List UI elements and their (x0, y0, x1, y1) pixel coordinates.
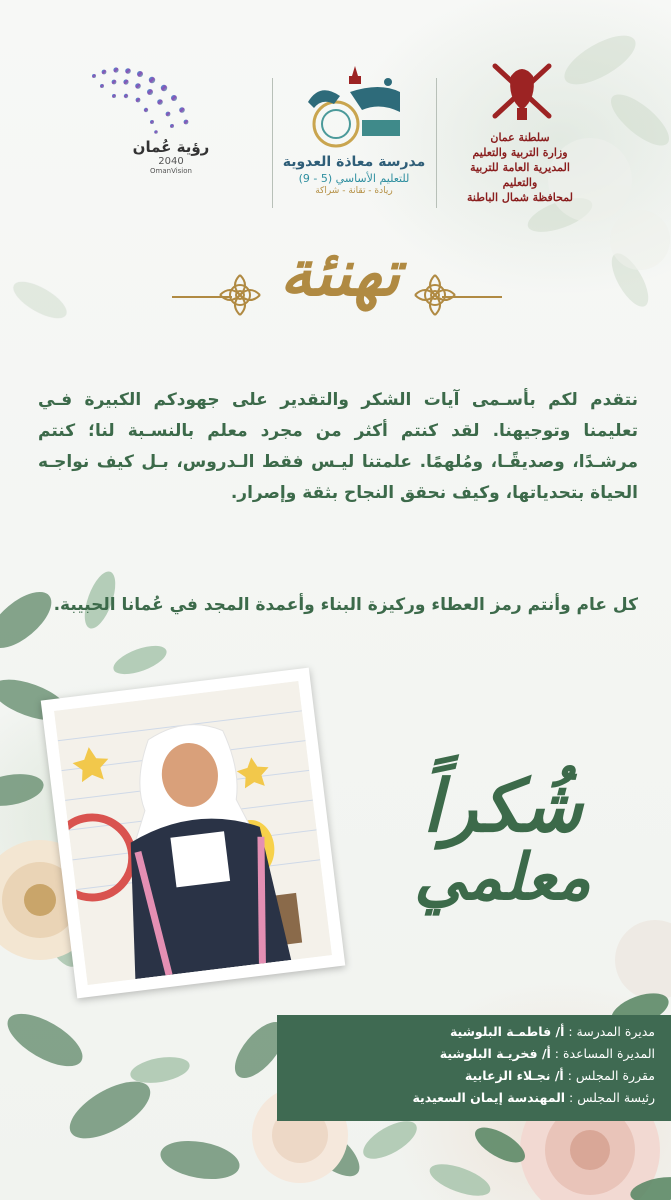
school-logo-icon (300, 62, 410, 154)
oman-vision-logo-icon (74, 56, 224, 146)
vision-title: رؤية عُمان (132, 138, 210, 156)
student-illustration (54, 681, 332, 985)
credit-role: المديرة المساعدة : (554, 1046, 655, 1061)
oman-emblem-icon (487, 58, 557, 124)
wishes-paragraph: كل عام وأنتم رمز العطاء وركيزة البناء وأعمدة المجد في عُمانا الحبيبة. (53, 595, 638, 615)
thanks-paragraph: نتقدم لكم بأسـمى آيات الشكر والتقدير على جهودكم الكبيرة فـي تعليمنا وتوجيهنا. لقد كنتم أكثر من مجرد معلم بالنسـبة لنا؛ كنتم مرشـدًا، وصديقًـا، ومُلهمًا. علمتنا ليـس فقط الـدروس، بـل كيف نواجـه الحياة بتحدياتها، وكيف نحقق النجاح بثقة وإصرار. (38, 390, 638, 503)
credit-row (277, 1065, 671, 1087)
thanks-line-2: معلمي (414, 840, 591, 915)
header-divider (436, 78, 437, 208)
credit-row (277, 1087, 671, 1109)
credits-panel (277, 1015, 671, 1121)
thanks-teacher-calligraphy (380, 763, 625, 915)
thanks-line-1: شُكراً (422, 763, 583, 848)
student-photo-frame (41, 668, 346, 999)
oman-vision-caption (96, 138, 246, 175)
school-name: مدرسة معاذة العدوية (282, 154, 426, 170)
credit-name: أ/ فخريـة البلوشية (439, 1046, 551, 1061)
credit-role: رئيسة المجلس : (569, 1090, 655, 1105)
student-photo (54, 681, 332, 985)
credit-role: مديرة المدرسة : (568, 1024, 655, 1039)
credit-row (277, 1021, 671, 1043)
ministry-line: سلطنة عمان (490, 131, 550, 144)
credit-role: مقررة المجلس : (567, 1068, 655, 1083)
ministry-logo-text (455, 130, 585, 205)
vision-sub: OmanVision (150, 167, 192, 175)
ministry-line: وزارة التربية والتعليم (472, 146, 568, 159)
school-subtitle: للتعليم الأساسي (5 - 9) (298, 172, 410, 185)
ornament-right-icon (410, 270, 460, 320)
ornament-line-right (442, 296, 502, 298)
congrats-title: تهنئة (279, 236, 401, 311)
credit-name: أ/ نجـلاء الزعابية (464, 1068, 564, 1083)
vision-year: 2040 (158, 156, 184, 167)
ministry-line: لمحافظة شمال الباطنة (467, 191, 573, 204)
ministry-line: المديرية العامة للتربية والتعليم (470, 161, 570, 189)
header-divider (272, 78, 273, 208)
credit-name: أ/ فاطمـة البلوشية (449, 1024, 565, 1039)
school-motto: ريادة - تقانة - شراكة (315, 186, 393, 196)
credit-name: المهندسة إيمان السعيدية (412, 1090, 566, 1105)
credit-row (277, 1043, 671, 1065)
